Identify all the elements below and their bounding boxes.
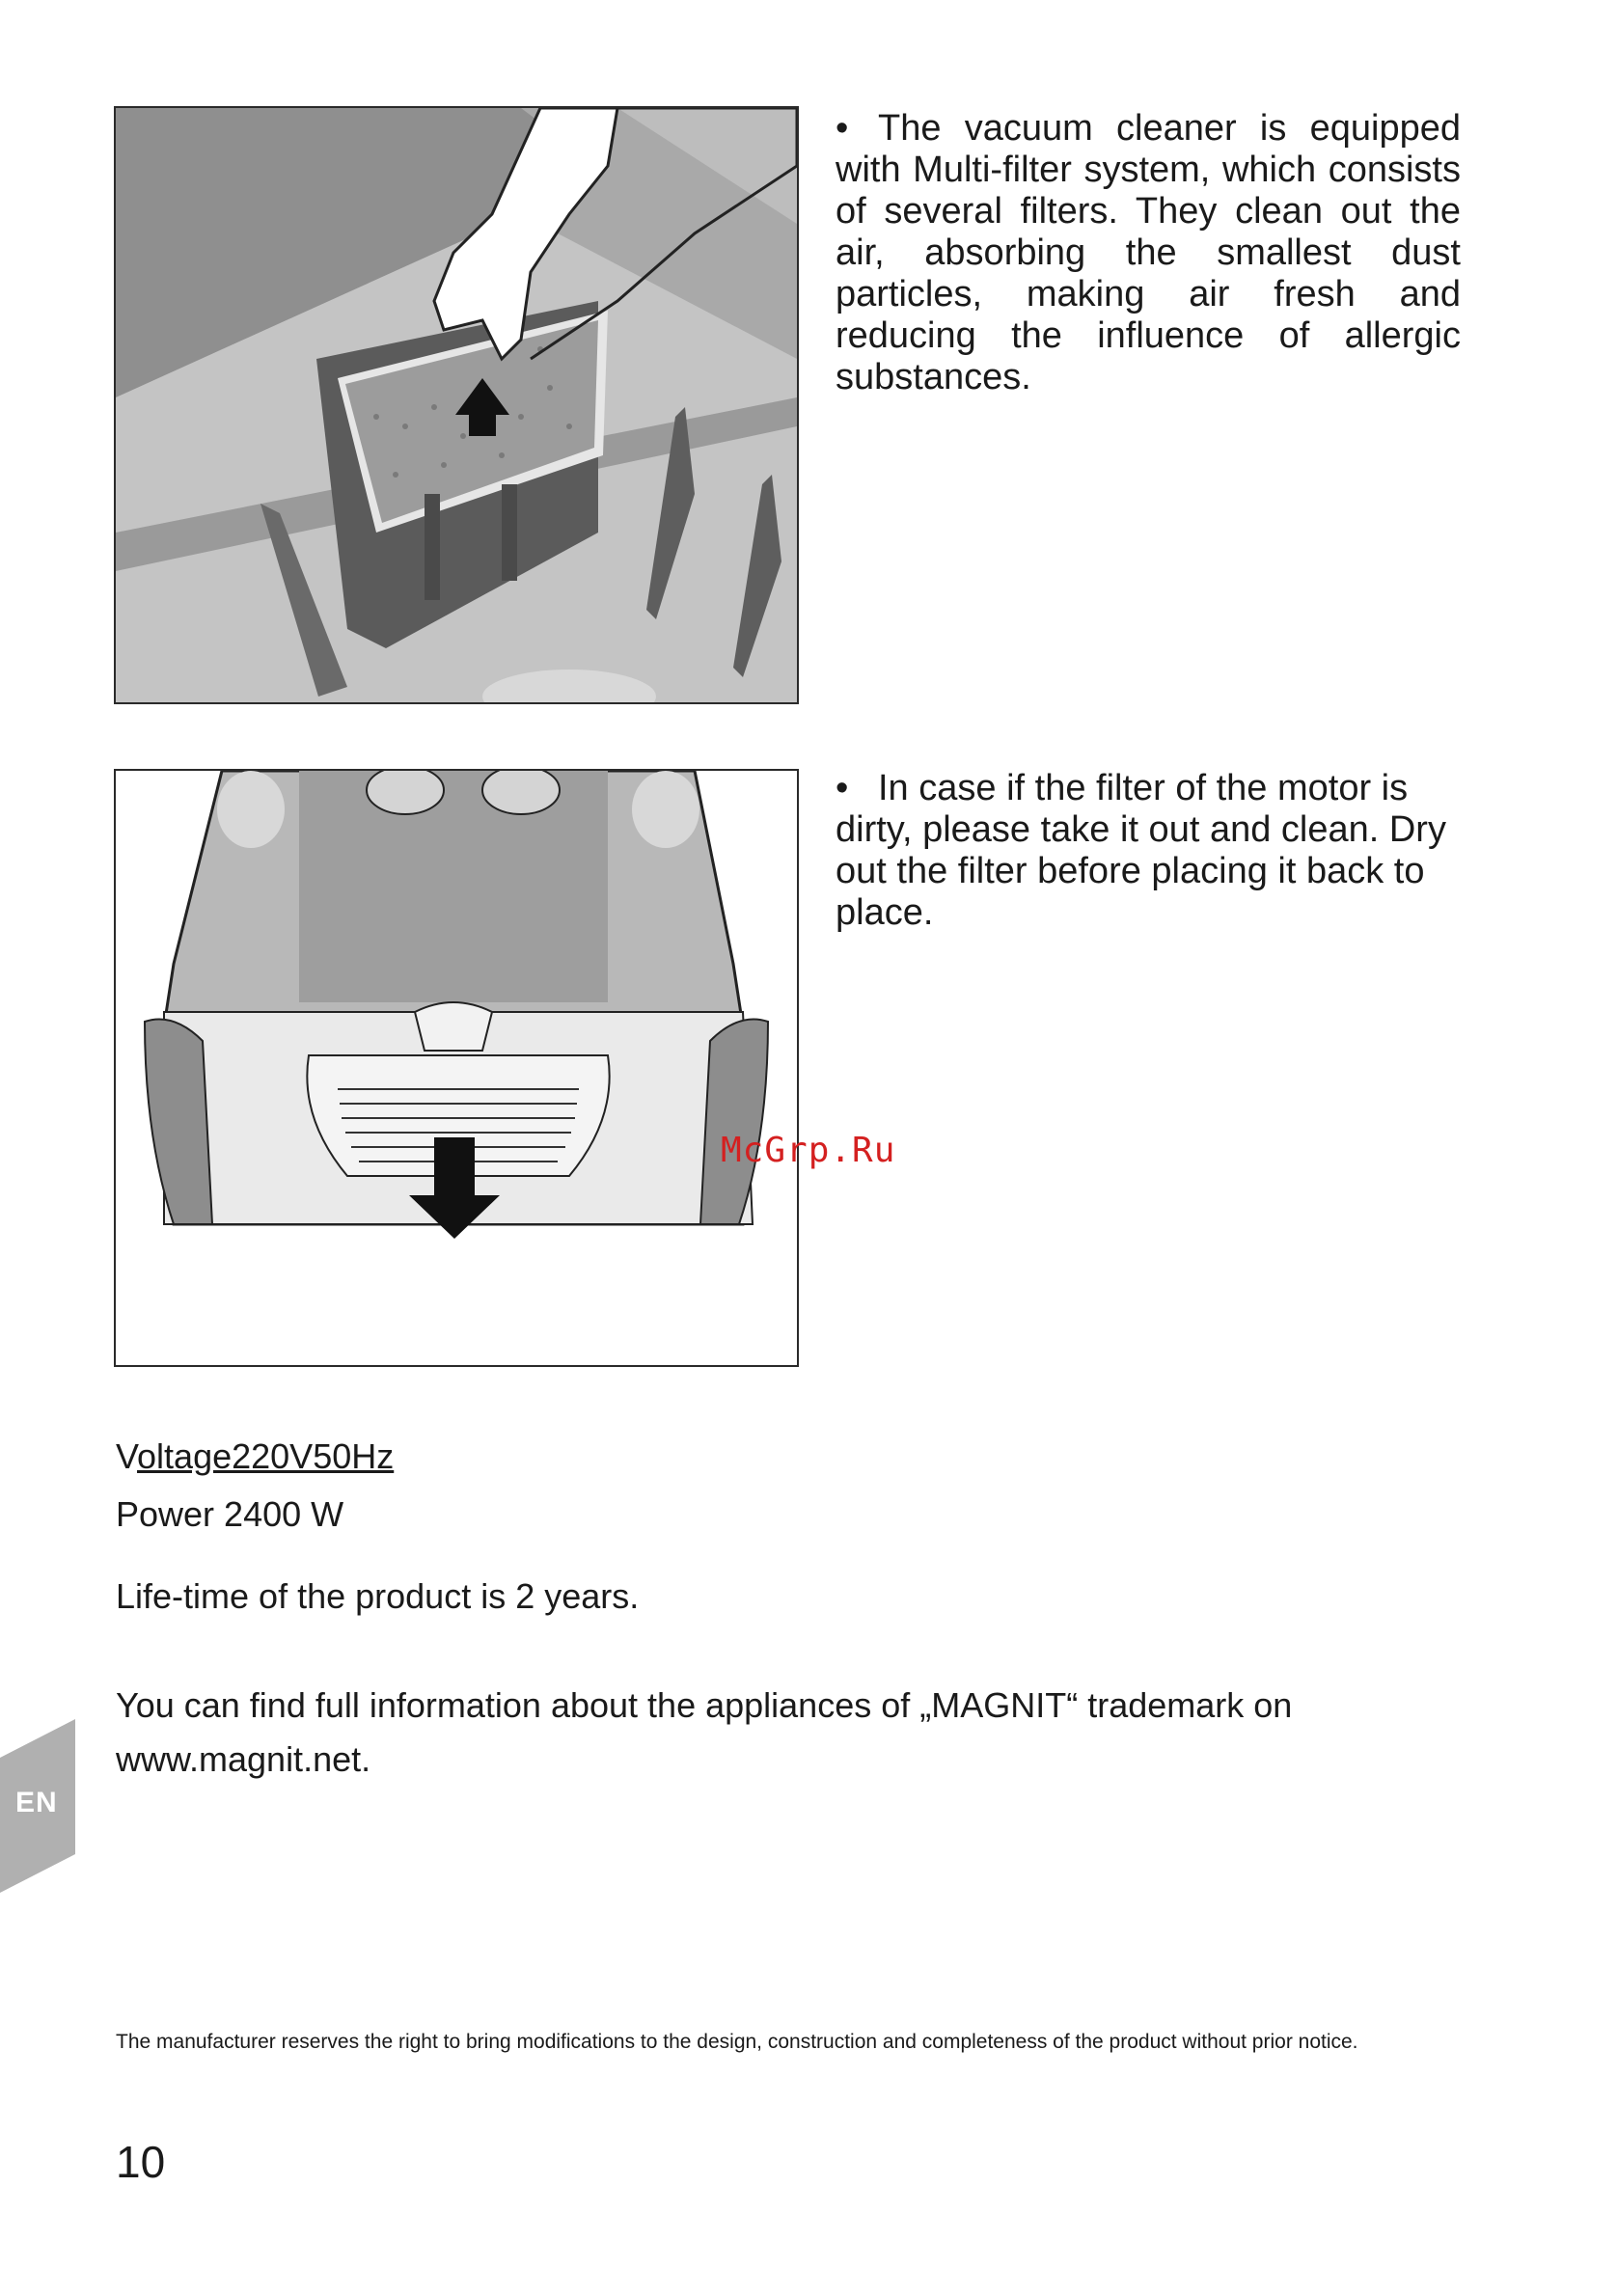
- watermark: McGrp.Ru: [721, 1131, 896, 1170]
- filter-system-description: [836, 108, 1461, 398]
- language-label: EN: [15, 1787, 58, 1818]
- bullet: •: [836, 108, 849, 149]
- trademark-info: You can find full information about the appliances of „MAGNIT“ trademark on www.magnit.net.: [116, 1685, 1293, 1779]
- figure-filter-removal: [114, 106, 799, 704]
- voltage-spec: [116, 1435, 394, 1478]
- lifetime-spec: Life-time of the product is 2 years.: [116, 1576, 640, 1616]
- power-spec: Power 2400 W: [116, 1494, 344, 1534]
- filter-system-text: The vacuum cleaner is equipped with Multi-filter system, which consists of several filters. They clean out the air, absorbing the smallest dust particles, making air fresh and reducing the influence of allergic substances.: [836, 108, 1461, 397]
- voltage-value: oltage220V50Hz: [137, 1436, 395, 1476]
- motor-filter-illustration: [116, 771, 797, 1365]
- page-number: 10: [116, 2137, 166, 2187]
- figure-motor-filter: [114, 769, 799, 1367]
- manufacturer-notice: The manufacturer reserves the right to bring modifications to the design, construction and completeness of the product without prior notice.: [116, 2031, 1358, 2053]
- voltage-prefix: V: [116, 1436, 138, 1476]
- motor-filter-text: In case if the filter of the motor is dirty, please take it out and clean. Dry out the filter before placing it back to place.: [836, 768, 1446, 933]
- bullet: •: [836, 768, 849, 808]
- motor-filter-description: [836, 768, 1461, 934]
- filter-removal-illustration: [116, 108, 797, 702]
